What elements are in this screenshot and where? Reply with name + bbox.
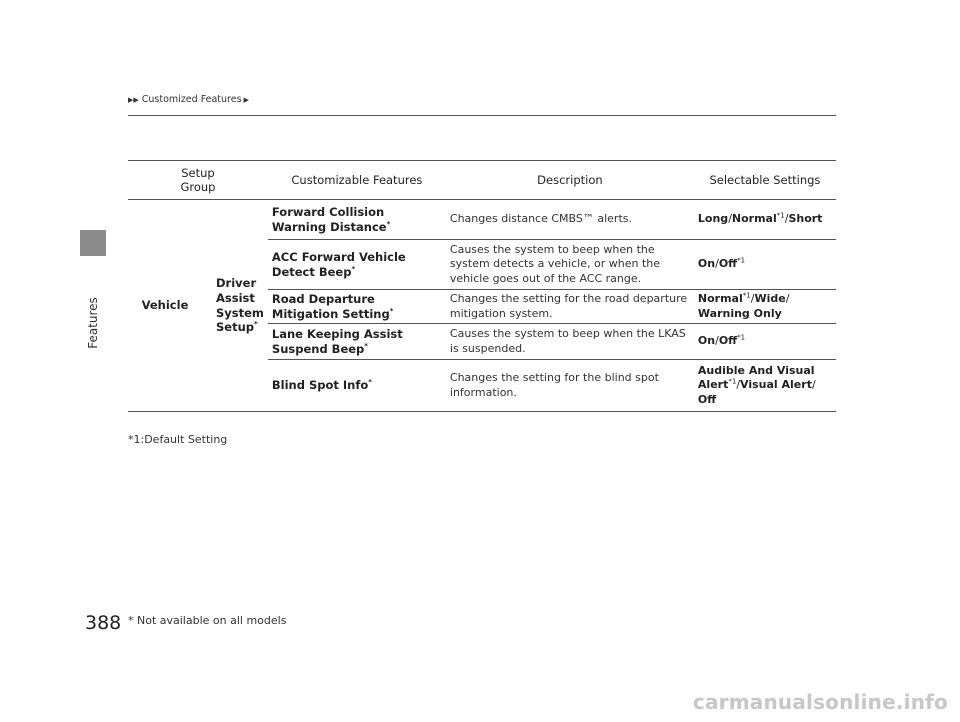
breadcrumb-link[interactable]: Customized Features: [141, 94, 242, 105]
header-customizable-features: Customizable Features: [268, 161, 446, 200]
feature-name: Blind Spot Info*: [268, 360, 446, 412]
feature-description: Changes the setting for the road departure mitigation system.: [446, 290, 694, 324]
availability-footnote: * Not available on all models: [128, 614, 287, 627]
section-label: [80, 250, 106, 395]
table-header-row: [128, 161, 836, 200]
table-body: [128, 200, 836, 412]
watermark: carmanualsonline.info: [692, 690, 948, 714]
breadcrumb: [128, 94, 250, 105]
header-selectable-settings: Selectable Settings: [694, 161, 836, 200]
table-row: [128, 200, 836, 240]
feature-description: Changes distance CMBS™ alerts.: [446, 200, 694, 240]
subgroup-driver-assist: Driver Assist System Setup*: [202, 200, 268, 412]
breadcrumb-arrow-icon: ▶▶: [128, 95, 139, 104]
feature-description: Causes the system to beep when the LKAS is suspended.: [446, 324, 694, 360]
header-setup-group: Setup Group: [128, 161, 268, 200]
feature-name: Forward Collision Warning Distance*: [268, 200, 446, 240]
setup-group-vehicle: Vehicle: [128, 200, 202, 412]
feature-name: Road Departure Mitigation Setting*: [268, 290, 446, 324]
feature-name: ACC Forward Vehicle Detect Beep*: [268, 240, 446, 290]
breadcrumb-arrow-icon: ▶: [243, 95, 249, 104]
selectable-settings: On/Off$^{*1}$: [694, 324, 836, 360]
feature-description: Causes the system to beep when the system detects a vehicle, or when the vehicle goes out of the ACC range.: [446, 240, 694, 290]
default-setting-footnote: *1:Default Setting: [128, 433, 228, 446]
header-divider: [128, 115, 836, 116]
feature-description: Changes the setting for the blind spot information.: [446, 360, 694, 412]
selectable-settings: Normal$^{*1}$/Wide/ Warning Only: [694, 290, 836, 324]
selectable-settings: Long/Normal$^{*1}$/Short: [694, 200, 836, 240]
page-number: 388: [85, 612, 122, 634]
section-label-text: Features: [86, 296, 101, 349]
selectable-settings: On/Off$^{*1}$: [694, 240, 836, 290]
selectable-settings: Audible And Visual Alert$^{*1}$/Visual Alert/ Off: [694, 360, 836, 412]
header-description: Description: [446, 161, 694, 200]
customized-features-table: [128, 160, 836, 412]
feature-name: Lane Keeping Assist Suspend Beep*: [268, 324, 446, 360]
